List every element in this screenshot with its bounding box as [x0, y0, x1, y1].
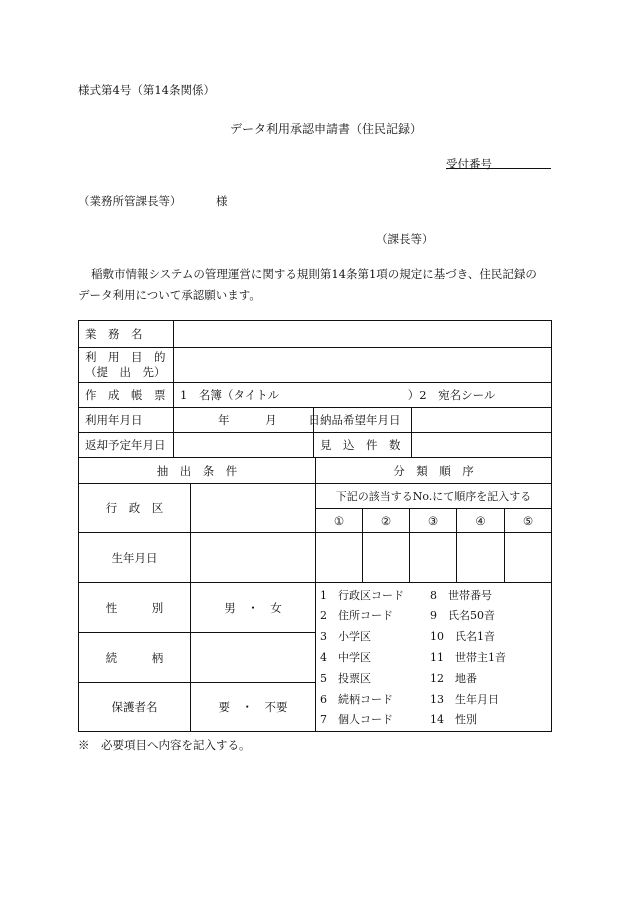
- business-name-field[interactable]: [174, 321, 552, 348]
- estimate-count-label: 見 込 件 数: [314, 433, 412, 458]
- addressee-office: （業務所管課長等）: [78, 194, 182, 208]
- code-list: [316, 584, 551, 730]
- admin-district-label: 行 政 区: [79, 484, 191, 533]
- code-item: 7 個人コード: [320, 713, 393, 727]
- business-name-label: 業 務 名: [79, 321, 174, 348]
- code-list-row: [316, 626, 551, 647]
- code-list-row: [316, 688, 551, 709]
- ledger-label: 作 成 帳 票: [79, 383, 174, 408]
- gender-label: 性 別: [79, 583, 191, 633]
- body-text-line1: 稲敷市情報システムの管理運営に関する規則第14条第1項の規定に基づき、住民記録の: [91, 267, 537, 281]
- use-date-field[interactable]: [174, 408, 320, 433]
- receipt-number-field[interactable]: [446, 168, 551, 169]
- signature-label: （課長等）: [376, 232, 434, 246]
- code-list-row: [316, 605, 551, 626]
- code-item: 9 氏名50音: [430, 609, 495, 623]
- code-item: 13 生年月日: [430, 692, 499, 706]
- relationship-field[interactable]: [191, 633, 316, 683]
- delivery-date-label: 納品希望年月日: [314, 408, 412, 433]
- ledger-option-label: ）2 宛名シール: [407, 388, 496, 402]
- extraction-header: 抽 出 条 件: [79, 458, 316, 484]
- sort-slot-1-label: ①: [316, 509, 363, 533]
- use-date-label: 利用年月日: [79, 408, 174, 433]
- code-item: 1 行政区コード: [320, 588, 404, 602]
- return-date-label: 返却予定年月日: [79, 433, 174, 458]
- receipt-number-label: 受付番号: [446, 157, 492, 171]
- footnote: ※ 必要項目へ内容を記入する。: [78, 738, 251, 752]
- delivery-date-field[interactable]: [412, 408, 552, 433]
- date-day-label: 日: [308, 413, 320, 427]
- code-item: 4 中学区: [320, 650, 371, 664]
- guardian-label: 保護者名: [79, 683, 191, 732]
- sort-slot-2-label: ②: [363, 509, 410, 533]
- code-item: 3 小学区: [320, 630, 371, 644]
- sort-slot-4-field[interactable]: [457, 533, 505, 583]
- date-month-label: 月: [265, 413, 277, 427]
- code-item: 10 氏名1音: [430, 630, 495, 644]
- code-item: 5 投票区: [320, 671, 371, 685]
- ledger-option-list: 1 名簿（タイトル: [180, 388, 280, 402]
- relationship-label: 続 柄: [79, 633, 191, 683]
- purpose-label: [79, 348, 174, 383]
- sort-header: 分 類 順 序: [316, 458, 552, 484]
- code-list-row: [316, 584, 551, 605]
- application-table: [78, 320, 552, 458]
- sort-slot-5-field[interactable]: [505, 533, 552, 583]
- code-item: 12 地番: [430, 671, 477, 685]
- guardian-field[interactable]: 要 ・ 不要: [191, 683, 316, 732]
- sort-slot-3-label: ③: [410, 509, 457, 533]
- return-date-field[interactable]: [174, 433, 314, 458]
- code-list-row: [316, 709, 551, 730]
- sort-instruction: 下記の該当するNo.にて順序を記入する: [316, 484, 552, 509]
- addressee-honorific: 様: [216, 194, 228, 208]
- purpose-field[interactable]: [174, 348, 552, 383]
- admin-district-field[interactable]: [191, 484, 316, 533]
- code-list-row: [316, 647, 551, 668]
- sort-slot-3-field[interactable]: [410, 533, 457, 583]
- gender-field[interactable]: 男 ・ 女: [191, 583, 316, 633]
- purpose-label-line1: 利 用 目 的: [85, 350, 166, 364]
- sort-slot-5-label: ⑤: [505, 509, 552, 533]
- date-year-label: 年: [218, 413, 230, 427]
- purpose-label-line2: （提 出 先）: [85, 365, 166, 379]
- code-item: 11 世帯主1音: [430, 650, 506, 664]
- sort-slot-4-label: ④: [457, 509, 505, 533]
- code-item: 2 住所コード: [320, 609, 393, 623]
- code-item: 8 世帯番号: [430, 588, 492, 602]
- estimate-count-field[interactable]: [412, 433, 552, 458]
- code-item: 14 性別: [430, 713, 477, 727]
- sort-slot-1-field[interactable]: [316, 533, 363, 583]
- conditions-table: [78, 457, 552, 732]
- birth-date-field[interactable]: [191, 533, 316, 583]
- code-list-cell: [316, 583, 552, 732]
- sort-slot-2-field[interactable]: [363, 533, 410, 583]
- form-number: 様式第4号（第14条関係）: [78, 83, 215, 97]
- body-text-line2: データ利用について承認願います。: [78, 288, 261, 302]
- birth-date-label: 生年月日: [79, 533, 191, 583]
- code-list-row: [316, 667, 551, 688]
- page-title: データ利用承認申請書（住民記録）: [230, 122, 423, 136]
- code-item: 6 続柄コード: [320, 692, 393, 706]
- ledger-field[interactable]: [174, 383, 552, 408]
